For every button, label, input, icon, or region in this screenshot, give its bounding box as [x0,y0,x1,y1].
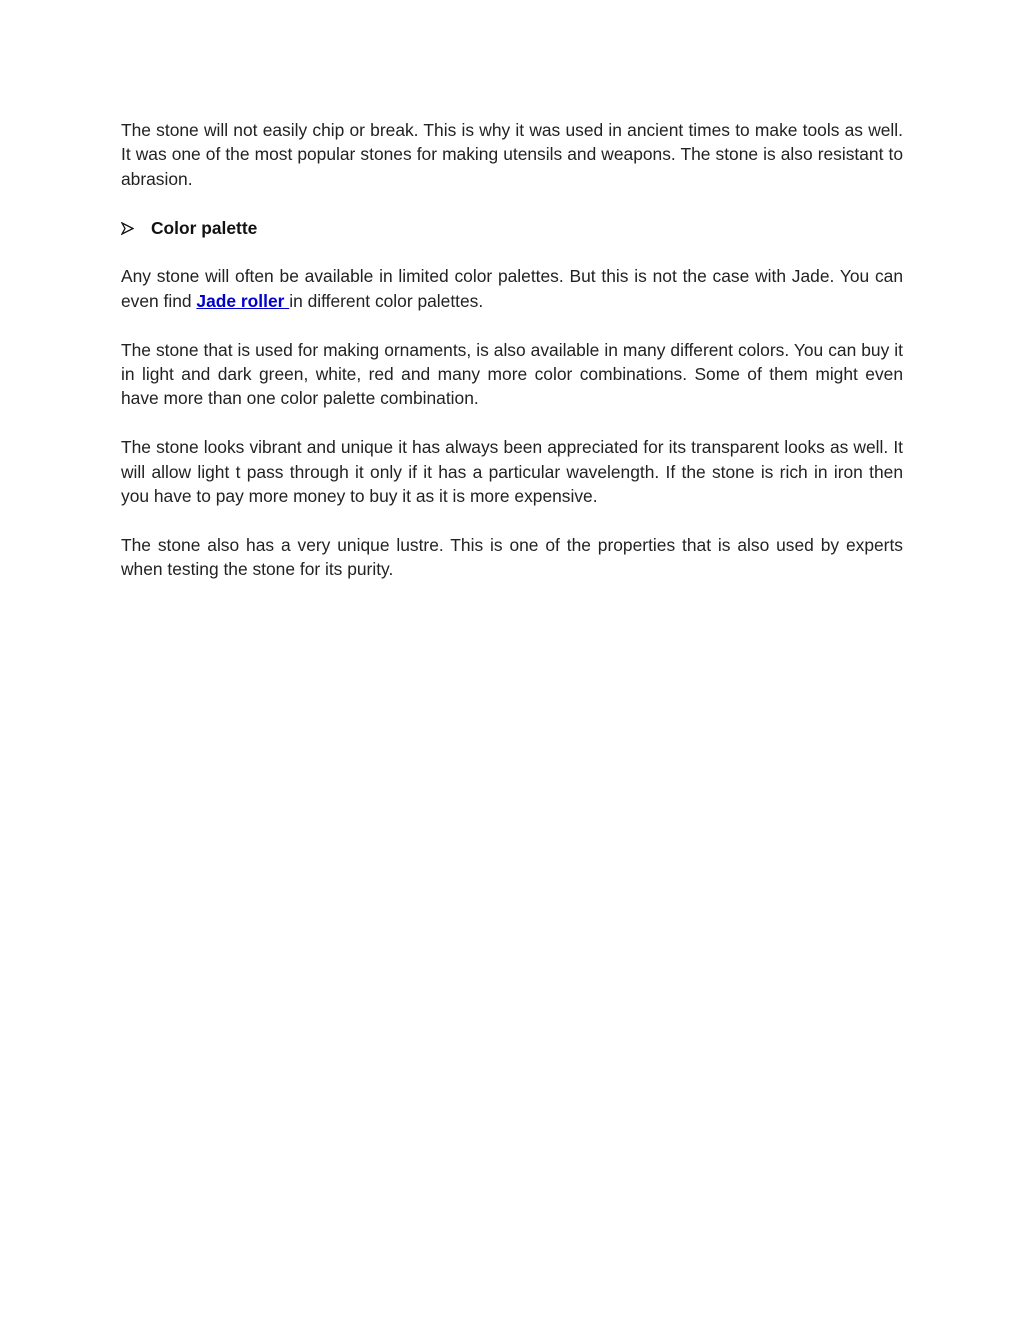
paragraph-lustre: The stone also has a very unique lustre. This is one of the properties that is also used by experts when testing the stone for its purity. [121,534,903,580]
paragraph-text-before-link: Any stone will often be available in limited color palettes. But this is not the case with Jade. You can even find [121,266,903,311]
jade-roller-link[interactable]: Jade roller [196,290,290,311]
paragraph-ornament-colors: The stone that is used for making ornaments, is also available in many different colors. You can buy it in light and dark green, white, red and many more color combinations. Some of them might even have more than one color palette combination. [121,339,903,409]
paragraph-transparency: The stone looks vibrant and unique it has always been appreciated for its transparent looks as well. It will allow light t pass through it only if it has a particular wavelength. If the stone is rich in iron then you have to pay more money to buy it as it is more expensive. [121,437,903,507]
section-heading-text: Color palette [151,217,258,238]
arrow-bullet-icon [121,216,151,240]
paragraph-durability: The stone will not easily chip or break. This is why it was used in ancient times to make tools as well. It was one of the most popular stones for making utensils and weapons. The stone is also resistant to abrasion. [121,120,903,189]
paragraph-color-palettes [121,264,903,313]
section-heading-color-palette [121,216,903,240]
paragraph-text-after-link: in different color palettes. [289,290,484,311]
document-page [121,118,903,606]
